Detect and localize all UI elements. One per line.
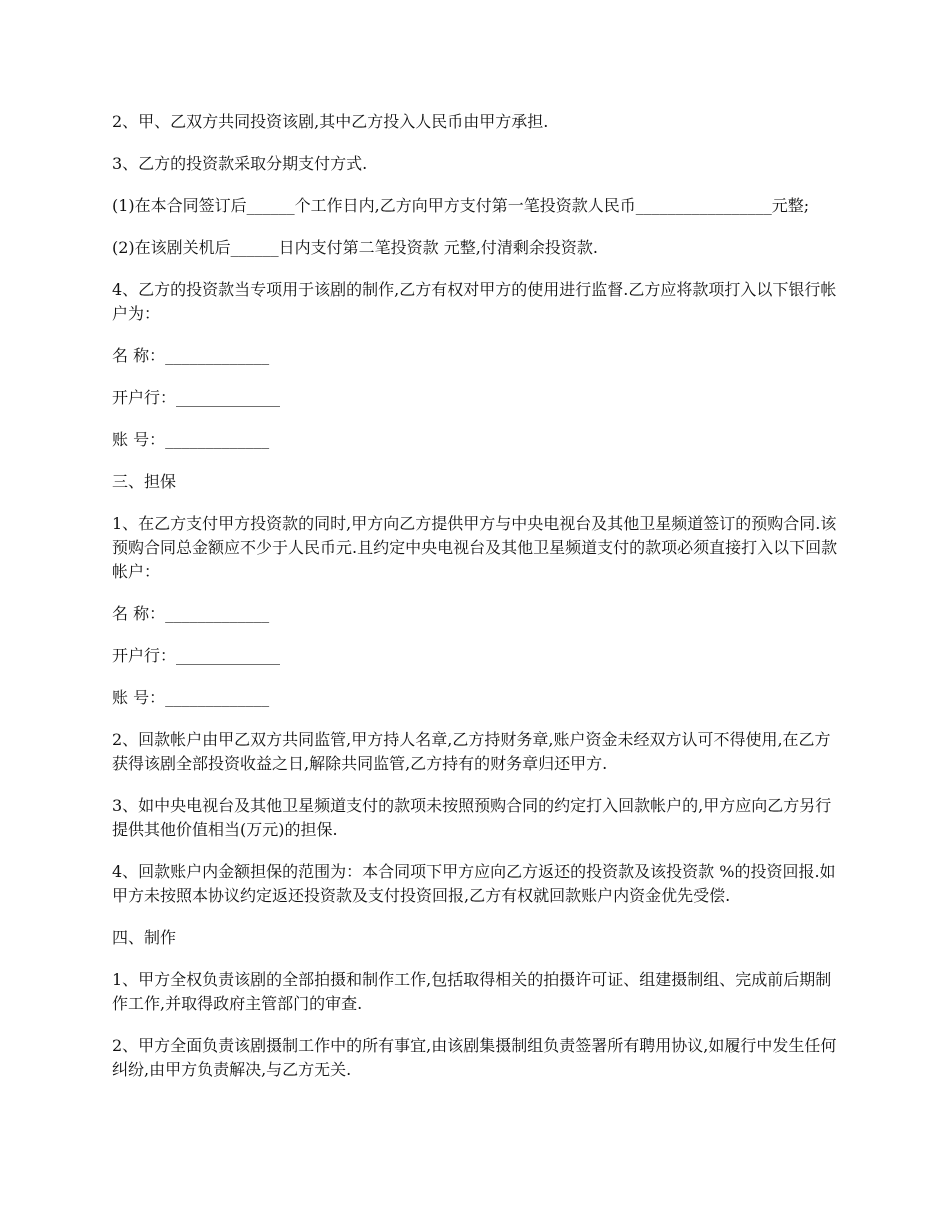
account-name-field: 名 称：_____________ xyxy=(112,346,270,365)
account-number-field: 账 号：_____________ xyxy=(112,688,270,707)
bank-account-block-1 xyxy=(112,344,842,452)
guarantee-clause-3: 3、如中央电视台及其他卫星频道支付的款项未按照预购合同的约定打入回款帐户的,甲方应向乙方另行提供其他价值相当(万元)的担保. xyxy=(112,796,832,839)
section-heading-production: 四、制作 xyxy=(112,928,177,947)
account-bank-field: 开户行：_____________ xyxy=(112,388,281,407)
section-heading-guarantee: 三、担保 xyxy=(112,472,177,491)
clause-3-installments: 3、乙方的投资款采取分期支付方式. xyxy=(112,154,368,173)
account-number-field: 账 号：_____________ xyxy=(112,430,270,449)
guarantee-clause-1: 1、在乙方支付甲方投资款的同时,甲方向乙方提供甲方与中央电视台及其他卫星频道签订的预购合同.该预购合同总金额应不少于人民币元.且约定中央电视台及其他卫星频道支付的款项必须直接打入以下回款帐户： xyxy=(112,514,838,581)
production-clause-1: 1、甲方全权负责该剧的全部拍摄和制作工作,包括取得相关的拍摄许可证、组建摄制组、完成前后期制作工作,并取得政府主管部门的审查. xyxy=(112,970,832,1013)
bank-account-block-2 xyxy=(112,602,842,710)
clause-3-2-second-payment: (2)在该剧关机后______日内支付第二笔投资款 元整,付清剩余投资款. xyxy=(112,238,598,257)
production-clause-2: 2、甲方全面负责该剧摄制工作中的所有事宜,由该剧集摄制组负责签署所有聘用协议,如履行中发生任何纠纷,由甲方负责解决,与乙方无关. xyxy=(112,1036,837,1079)
clause-4-dedicated-use: 4、乙方的投资款当专项用于该剧的制作,乙方有权对甲方的使用进行监督.乙方应将款项打入以下银行帐户为： xyxy=(112,280,837,323)
clause-2-joint-investment: 2、甲、乙双方共同投资该剧,其中乙方投入人民币由甲方承担. xyxy=(112,112,549,131)
account-bank-field: 开户行：_____________ xyxy=(112,646,281,665)
guarantee-clause-4: 4、回款账户内金额担保的范围为：本合同项下甲方应向乙方返还的投资款及该投资款 %的投资回报.如甲方未按照本协议约定返还投资款及支付投资回报,乙方有权就回款账户内资金优先受偿. xyxy=(112,862,836,905)
account-name-field: 名 称：_____________ xyxy=(112,604,270,623)
document-page xyxy=(112,110,842,1100)
guarantee-clause-2: 2、回款帐户由甲乙双方共同监管,甲方持人名章,乙方持财务章,账户资金未经双方认可不得使用,在乙方获得该剧全部投资收益之日,解除共同监管,乙方持有的财务章归还甲方. xyxy=(112,730,831,773)
clause-3-1-first-payment: (1)在本合同签订后______个工作日内,乙方向甲方支付第一笔投资款人民币_________________元整; xyxy=(112,196,810,215)
